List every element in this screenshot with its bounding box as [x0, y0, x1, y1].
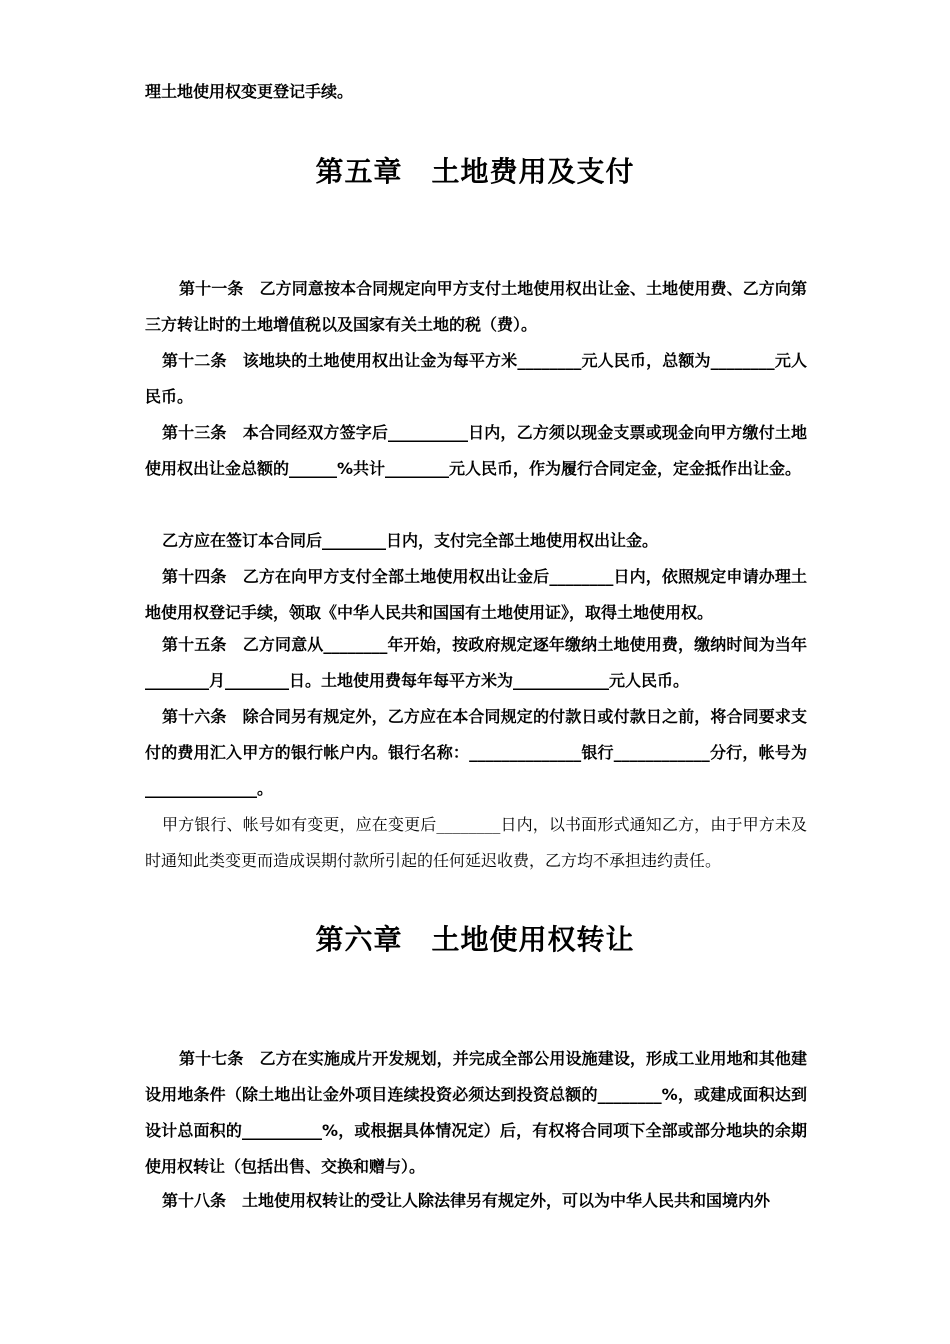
article-13-payment: 乙方应在签订本合同后________日内，支付完全部土地使用权出让金。 — [162, 531, 659, 550]
article-16: 第十六条 除合同另有规定外，乙方应在本合同规定的付款日或付款日之前，将合同要求支付的费用汇入甲方的银行帐户内。银行名称：______________银行____________分行，帐号为______________。 — [145, 707, 807, 798]
chapter-5-title: 第五章 土地费用及支付 — [315, 155, 635, 188]
article-17: 第十七条 乙方在实施成片开发规划，并完成全部公用设施建设，形成工业用地和其他建设用地条件（除土地出让金外项目连续投资必须达到投资总额的________%，或建成面积达到设计总面积的__________%，或根据具体情况定）后，有权将合同项下全部或部分地块的余期使用权转让（包括出售、交换和赠与）。 — [145, 1049, 807, 1176]
article-16-bank-change: 甲方银行、帐号如有变更，应在变更后________日内，以书面形式通知乙方，由于甲方未及时通知此类变更而造成误期付款所引起的任何延迟收费，乙方均不承担违约责任。 — [145, 815, 807, 870]
article-18: 第十八条 土地使用权转让的受让人除法律另有规定外，可以为中华人民共和国境内外 — [162, 1191, 771, 1210]
article-12: 第十二条 该地块的土地使用权出让金为每平方米________元人民币，总额为________元人民币。 — [145, 351, 807, 406]
chapter-6-title: 第六章 土地使用权转让 — [315, 923, 635, 956]
article-14: 第十四条 乙方在向甲方支付全部土地使用权出让金后________日内，依照规定申请办理土地使用权登记手续，领取《中华人民共和国国有土地使用证》，取得土地使用权。 — [145, 567, 807, 622]
article-15: 第十五条 乙方同意从________年开始，按政府规定逐年缴纳土地使用费，缴纳时间为当年________月________日。土地使用费每年每平方米为____________元人民币。 — [145, 635, 807, 690]
article-11: 第十一条 乙方同意按本合同规定向甲方支付土地使用权出让金、土地使用费、乙方向第三方转让时的土地增值税以及国家有关土地的税（费）。 — [145, 279, 807, 334]
article-13: 第十三条 本合同经双方签字后__________日内，乙方须以现金支票或现金向甲方缴付土地使用权出让金总额的______%共计________元人民币，作为履行合同定金，定金抵作出让金。 — [145, 423, 807, 478]
continued-line: 理土地使用权变更登记手续。 — [145, 82, 354, 101]
